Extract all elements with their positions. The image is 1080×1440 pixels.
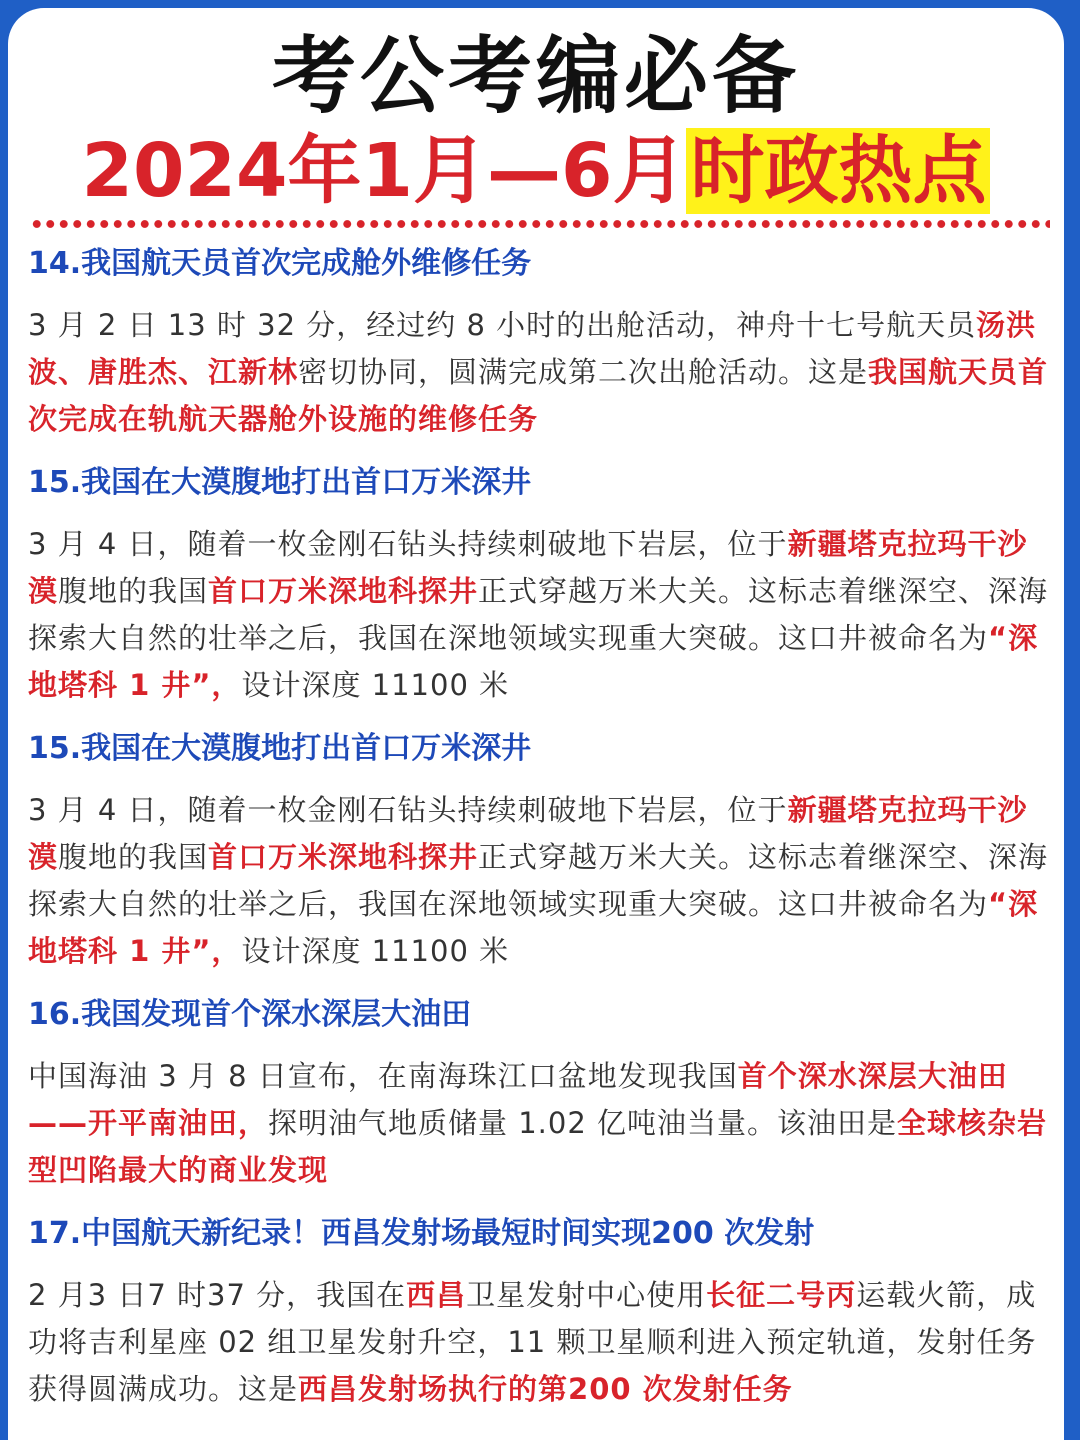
- news-heading: 14.我国航天员首次完成舱外维修任务: [28, 246, 532, 281]
- highlight-text: “深地塔科 1 井”，: [28, 621, 1039, 702]
- body-text: 3 月 4 日，随着一枚金刚石钻头持续刺破地下岩层，位于: [28, 527, 788, 561]
- news-heading: 15.我国在大漠腹地打出首口万米深井: [28, 465, 532, 500]
- news-heading: 15.我国在大漠腹地打出首口万米深井: [28, 731, 532, 766]
- highlight-text: 汤洪波、唐胜杰、江新林: [28, 308, 1037, 389]
- body-text: 2 月3 日7 时37 分，我国在: [28, 1278, 407, 1312]
- subtitle-date-range: 2024年1月—6月: [81, 128, 687, 214]
- body-text: 3 月 4 日，随着一枚金刚石钻头持续刺破地下岩层，位于: [28, 793, 788, 827]
- highlight-text: 首个深水深层大油田——开平南油田，: [28, 1059, 1008, 1140]
- news-item: [28, 729, 1052, 975]
- news-body: [28, 302, 1052, 443]
- news-body: [28, 787, 1052, 975]
- subtitle-highlight: 时政热点: [686, 128, 990, 214]
- body-text: 探明油气地质储量 1.02 亿吨油当量。该油田是: [268, 1106, 898, 1140]
- page-subtitle: [8, 126, 1064, 216]
- dotted-divider: [30, 218, 1050, 230]
- body-text: 卫星发射中心使用: [466, 1278, 707, 1312]
- news-body: [28, 1053, 1052, 1194]
- highlight-text: 西昌: [406, 1278, 467, 1312]
- article-card: [8, 8, 1064, 1440]
- body-text: 腹地的我国: [58, 840, 209, 874]
- news-item: [28, 1214, 1052, 1413]
- highlight-text: 全球核杂岩型凹陷最大的商业发现: [28, 1106, 1048, 1187]
- body-text: 正式穿越万米大关。这标志着继深空、深海探索大自然的壮举之后，我国在深地领域实现重大突破。这口井被命名为: [28, 840, 1049, 921]
- body-text: 中国海油 3 月 8 日宣布，在南海珠江口盆地发现我国: [28, 1059, 738, 1093]
- body-text: 密切协同，圆满完成第二次出舱活动。这是: [298, 355, 869, 389]
- highlight-text: 新疆塔克拉玛干沙漠: [28, 793, 1028, 874]
- highlight-text: 西昌发射场执行的第200 次发射任务: [298, 1372, 793, 1406]
- body-text: 腹地的我国: [58, 574, 209, 608]
- highlight-text: 首口万米深地科探井: [208, 840, 479, 874]
- page-title: 考公考编必备: [271, 27, 800, 125]
- highlight-text: 我国航天员首次完成在轨航天器舱外设施的维修任务: [28, 355, 1049, 436]
- news-heading: 16.我国发现首个深水深层大油田: [28, 997, 472, 1032]
- body-text: 3 月 2 日 13 时 32 分，经过约 8 小时的出舱活动，神舟十七号航天员: [28, 308, 977, 342]
- news-item: [28, 995, 1052, 1194]
- highlight-text: 新疆塔克拉玛干沙漠: [28, 527, 1028, 608]
- body-text: 正式穿越万米大关。这标志着继深空、深海探索大自然的壮举之后，我国在深地领域实现重大突破。这口井被命名为: [28, 574, 1049, 655]
- highlight-text: 首口万米深地科探井: [208, 574, 479, 608]
- highlight-text: 长征二号丙: [706, 1278, 857, 1312]
- news-item: [28, 244, 1052, 443]
- body-text: 设计深度 11100 米: [241, 668, 510, 702]
- body-text: 运载火箭，成功将吉利星座 02 组卫星发射升空，11 颗卫星顺利进入预定轨道，发射任务获得圆满成功。这是: [28, 1278, 1037, 1406]
- news-body: [28, 1272, 1052, 1413]
- news-list: [28, 244, 1052, 1433]
- body-text: 设计深度 11100 米: [241, 934, 510, 968]
- highlight-text: “深地塔科 1 井”，: [28, 887, 1039, 968]
- news-body: [28, 521, 1052, 709]
- news-item: [28, 463, 1052, 709]
- news-heading: 17.中国航天新纪录！西昌发射场最短时间实现200 次发射: [28, 1216, 815, 1251]
